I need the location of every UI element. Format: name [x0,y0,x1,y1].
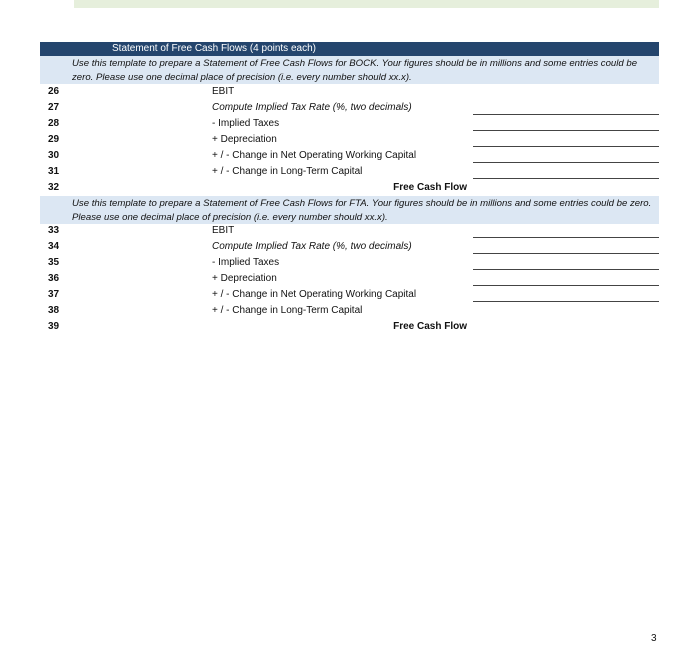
row-number: 34 [48,241,60,252]
table-row [40,84,659,100]
table-row [40,116,659,132]
row-number: 28 [48,118,60,129]
answer-line[interactable] [473,130,659,131]
answer-line[interactable] [473,301,659,302]
row-number: 30 [48,150,60,161]
answer-line[interactable] [473,162,659,163]
table-row [40,164,659,180]
row-label-ebit: EBIT [212,86,235,97]
row-number: 39 [48,321,60,332]
row-label-free-cash-flow: Free Cash Flow [393,321,467,332]
row-number: 29 [48,134,60,145]
row-label-nowc: + / - Change in Net Operating Working Capital [212,150,417,161]
table-row [40,287,659,303]
table-row [40,271,659,287]
fta-instructions-box [40,196,659,224]
row-label-implied-taxes: - Implied Taxes [212,257,280,268]
row-number: 27 [48,102,60,113]
table-row [40,132,659,148]
row-label-long-term-capital: + / - Change in Long-Term Capital [212,305,363,316]
answer-line[interactable] [473,114,659,115]
row-label-depreciation: + Depreciation [212,134,277,145]
row-label-ebit: EBIT [212,225,235,236]
row-number: 38 [48,305,60,316]
table-row [40,239,659,255]
table-row [40,180,659,196]
top-color-band [74,0,659,8]
row-label-nowc: + / - Change in Net Operating Working Capital [212,289,417,300]
table-row [40,223,659,239]
row-label-implied-taxes: - Implied Taxes [212,118,280,129]
answer-line[interactable] [473,178,659,179]
answer-line[interactable] [473,285,659,286]
row-number: 37 [48,289,60,300]
fta-instructions: Use this template to prepare a Statement of Free Cash Flows for FTA. Your figures should be in millions and some entries could be zero. Please use one decimal place of precision (i.e. every number should xx.x). [72,198,652,223]
section-title: Statement of Free Cash Flows (4 points each) [112,43,316,54]
section-header-bar [40,42,659,56]
answer-line[interactable] [473,253,659,254]
table-row [40,148,659,164]
bock-instructions-box [40,56,659,84]
table-row [40,255,659,271]
row-label-tax-rate: Compute Implied Tax Rate (%, two decimals) [212,241,412,252]
answer-line[interactable] [473,146,659,147]
answer-line[interactable] [473,269,659,270]
table-row [40,100,659,116]
answer-line[interactable] [473,237,659,238]
row-label-tax-rate: Compute Implied Tax Rate (%, two decimals) [212,102,412,113]
row-label-depreciation: + Depreciation [212,273,277,284]
row-label-long-term-capital: + / - Change in Long-Term Capital [212,166,363,177]
page-number: 3 [651,633,657,644]
row-number: 26 [48,86,60,97]
row-label-free-cash-flow: Free Cash Flow [393,182,467,193]
row-number: 31 [48,166,60,177]
bock-instructions: Use this template to prepare a Statement of Free Cash Flows for BOCK. Your figures should be in millions and some entries could be zero. Please use one decimal place of precision (i.e. every number should xx.x). [72,58,638,83]
row-number: 33 [48,225,60,236]
row-number: 36 [48,273,60,284]
table-row [40,303,659,319]
row-number: 35 [48,257,60,268]
table-row [40,319,659,335]
row-number: 32 [48,182,60,193]
